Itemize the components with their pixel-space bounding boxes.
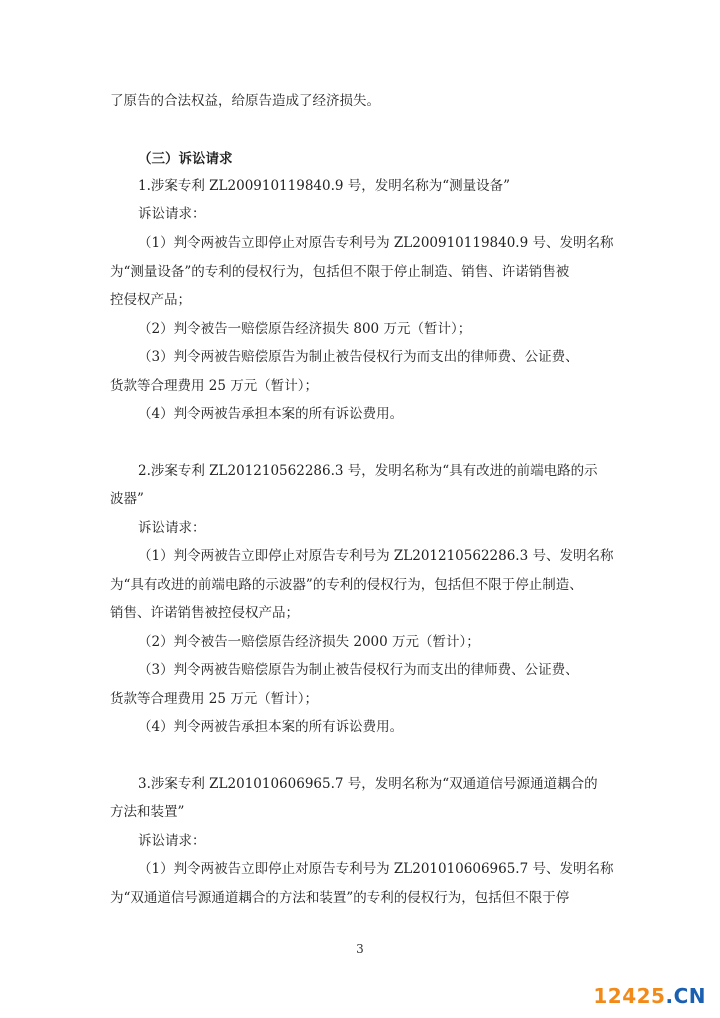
text-line: （3）判令两被告赔偿原告为制止被告侵权行为而支出的律师费、公证费、: [138, 349, 579, 365]
patent-item-heading: 3.涉案专利 ZL201010606965.7 号，发明名称为“双通道信号源通道耦合的: [138, 776, 598, 792]
text-line: 为“双通道信号源通道耦合的方法和装置”的专利的侵权行为，包括但不限于停: [110, 890, 570, 906]
patent-item-heading: 1.涉案专利 ZL200910119840.9 号，发明名称为“测量设备”: [138, 178, 511, 194]
text-line: 波器”: [110, 491, 144, 507]
text-line: （1）判令两被告立即停止对原告专利号为 ZL200910119840.9 号、发明名称: [138, 235, 614, 251]
text-line: 销售、许诺销售被控侵权产品；: [110, 605, 299, 621]
text-line: （3）判令两被告赔偿原告为制止被告侵权行为而支出的律师费、公证费、: [138, 662, 579, 678]
text-line: （4）判令两被告承担本案的所有诉讼费用。: [138, 719, 404, 735]
text-line: 方法和装置”: [110, 804, 185, 820]
text-line: 为“具有改进的前端电路的示波器”的专利的侵权行为，包括但不限于停止制造、: [110, 577, 583, 593]
text-line: 诉讼请求：: [138, 833, 206, 849]
watermark-domain: .CN: [665, 984, 706, 1008]
text-line: （2）判令被告一赔偿原告经济损失 2000 万元（暂计）；: [138, 634, 480, 650]
text-line: 货款等合理费用 25 万元（暂计）；: [110, 691, 319, 707]
text-line: 控侵权产品；: [110, 292, 191, 308]
text-line: （4）判令两被告承担本案的所有诉讼费用。: [138, 406, 404, 422]
watermark-logo: [593, 984, 706, 1008]
section-heading: （三）诉讼请求: [138, 151, 233, 167]
text-line: 货款等合理费用 25 万元（暂计）；: [110, 378, 319, 394]
text-line: 了原告的合法权益，给原告造成了经济损失。: [110, 93, 380, 109]
text-line: （1）判令两被告立即停止对原告专利号为 ZL201010606965.7 号、发明名称: [138, 861, 614, 877]
text-line: 诉讼请求：: [138, 206, 206, 222]
text-line: 诉讼请求：: [138, 520, 206, 536]
watermark-number: 12425: [593, 984, 666, 1008]
patent-item-heading: 2.涉案专利 ZL201210562286.3 号，发明名称为“具有改进的前端电路的示: [138, 463, 598, 479]
text-line: （2）判令被告一赔偿原告经济损失 800 万元（暂计）；: [138, 321, 472, 337]
text-line: 为“测量设备”的专利的侵权行为，包括但不限于停止制造、销售、许诺销售被: [110, 264, 570, 280]
text-line: （1）判令两被告立即停止对原告专利号为 ZL201210562286.3 号、发明名称: [138, 548, 614, 564]
page-number: 3: [356, 942, 364, 956]
